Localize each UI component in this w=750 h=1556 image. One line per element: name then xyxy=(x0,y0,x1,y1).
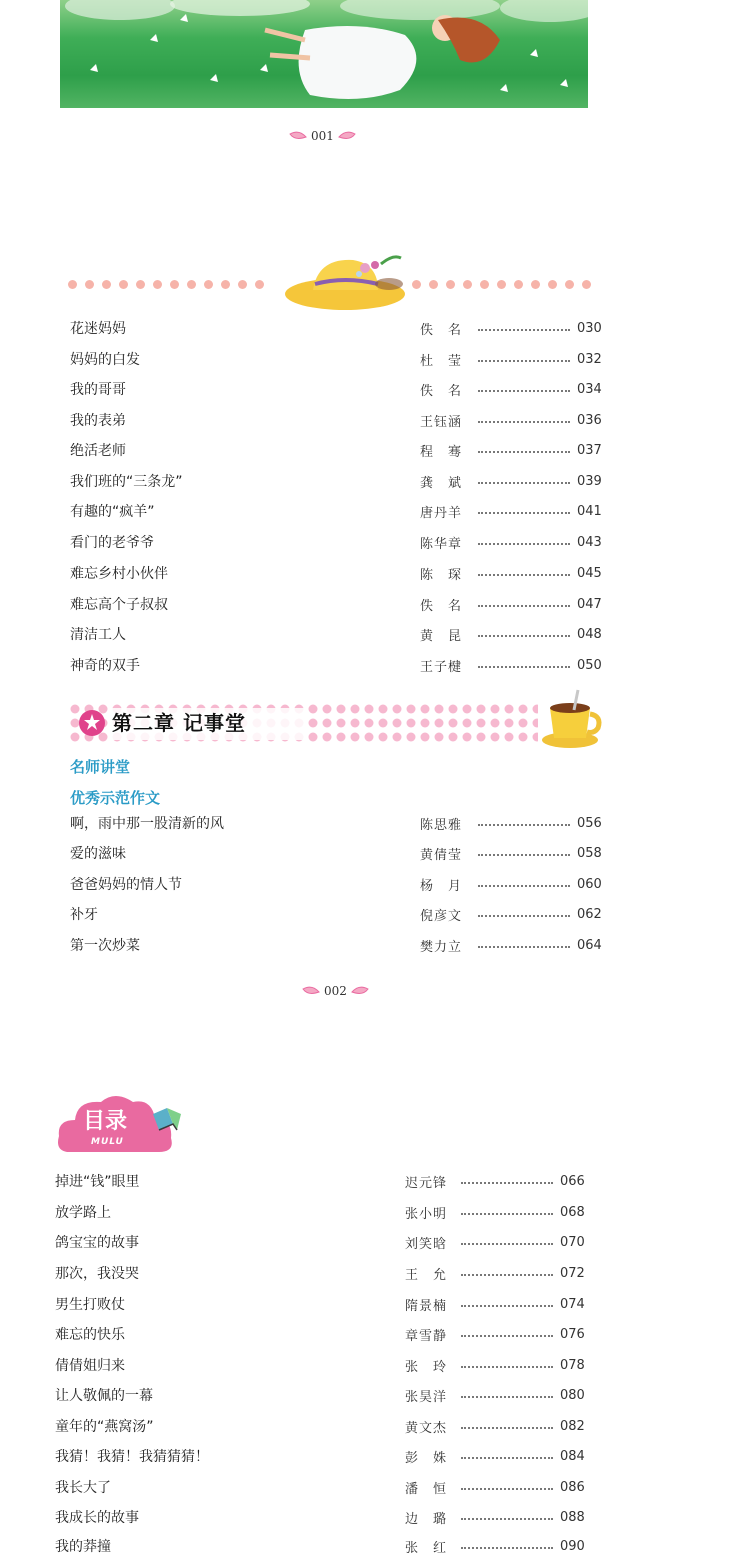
cover-illustration xyxy=(60,0,588,108)
dotted-divider-left xyxy=(68,279,264,289)
toc-entry-title: 妈妈的白发 xyxy=(70,352,140,368)
flower-badge-icon xyxy=(78,709,106,737)
toc-entry[interactable] xyxy=(70,532,610,552)
dot-leader xyxy=(478,605,570,607)
toc-entry-title: 第一次炒菜 xyxy=(70,938,140,954)
toc-entry-author: 陈华章 xyxy=(420,536,463,552)
toc-entry[interactable] xyxy=(55,1385,595,1405)
dot-leader xyxy=(478,543,570,545)
toc-entry[interactable] xyxy=(70,563,610,583)
toc-entry-title: 神奇的双手 xyxy=(70,658,140,674)
dot-leader xyxy=(461,1182,553,1184)
toc-entry-author: 潘 恒 xyxy=(405,1481,448,1497)
toc-entry-author: 张昊洋 xyxy=(405,1389,448,1405)
toc-entry-page: 074 xyxy=(560,1296,585,1312)
toc-entry-author: 边 璐 xyxy=(405,1511,448,1527)
toc-entry-page: 062 xyxy=(577,906,602,922)
toc-entry[interactable] xyxy=(70,904,610,924)
toc-entry-title: 让人敬佩的一幕 xyxy=(55,1388,153,1404)
page-number-2 xyxy=(302,984,369,998)
dot-leader xyxy=(478,451,570,453)
right-wing-icon xyxy=(338,131,356,141)
dot-leader xyxy=(461,1305,553,1307)
toc-entry-author: 章雪静 xyxy=(405,1328,448,1344)
toc-entry-page: 082 xyxy=(560,1418,585,1434)
toc-entry-title: 我猜！我猜！我猜猜猜！ xyxy=(55,1449,209,1465)
toc-entry[interactable] xyxy=(70,843,610,863)
toc-entry[interactable] xyxy=(55,1324,595,1344)
toc-entry-title: 我的表弟 xyxy=(70,413,126,429)
toc-entry[interactable] xyxy=(55,1263,595,1283)
toc-entry-page: 090 xyxy=(560,1538,585,1554)
toc-entry-page: 041 xyxy=(577,503,602,519)
toc-entry-author: 杜 莹 xyxy=(420,353,463,369)
toc-entry-author: 倪彦文 xyxy=(420,908,463,924)
toc-entry-page: 045 xyxy=(577,565,602,581)
left-wing-icon xyxy=(302,986,320,996)
straw-hat-icon xyxy=(283,250,408,314)
toc-entry-page: 076 xyxy=(560,1326,585,1342)
chapter-title: 第二章 记事堂 xyxy=(112,711,246,735)
toc-entry-page: 050 xyxy=(577,657,602,673)
toc-entry[interactable] xyxy=(55,1171,595,1191)
left-wing-icon xyxy=(289,131,307,141)
toc-entry-page: 039 xyxy=(577,473,602,489)
dot-leader xyxy=(478,360,570,362)
toc-entry-author: 隋景楠 xyxy=(405,1298,448,1314)
toc-entry[interactable] xyxy=(70,349,610,369)
dot-leader xyxy=(461,1243,553,1245)
toc-entry-page: 058 xyxy=(577,845,602,861)
dot-leader xyxy=(461,1547,553,1549)
toc-entry[interactable] xyxy=(55,1416,595,1436)
toc-entry-author: 佚 名 xyxy=(420,598,463,614)
toc-entry-page: 066 xyxy=(560,1173,585,1189)
toc-entry-title: 我长大了 xyxy=(55,1480,111,1496)
toc-entry-page: 084 xyxy=(560,1448,585,1464)
toc-entry-title: 男生打败仗 xyxy=(55,1297,125,1313)
toc-entry-page: 048 xyxy=(577,626,602,642)
toc-entry-author: 彭 姝 xyxy=(405,1450,448,1466)
toc-entry-title: 那次，我没哭 xyxy=(55,1266,139,1282)
toc-entry-page: 047 xyxy=(577,596,602,612)
dot-leader xyxy=(461,1427,553,1429)
toc-entry-author: 张 玲 xyxy=(405,1359,448,1375)
contents-title: 目录 xyxy=(83,1109,128,1134)
toc-entry[interactable] xyxy=(70,624,610,644)
toc-entry[interactable] xyxy=(70,440,610,460)
toc-entry-page: 064 xyxy=(577,937,602,953)
toc-entry-page: 043 xyxy=(577,534,602,550)
subheading-teacher-lecture: 名师讲堂 xyxy=(70,758,131,776)
toc-entry-title: 童年的“燕窝汤” xyxy=(55,1419,154,1435)
dot-leader xyxy=(478,574,570,576)
toc-entry-title: 啊，雨中那一股清新的风 xyxy=(70,816,224,832)
toc-entry[interactable] xyxy=(70,874,610,894)
toc-entry-title: 我的哥哥 xyxy=(70,382,126,398)
toc-entry-author: 刘笑晗 xyxy=(405,1236,448,1252)
toc-entry-author: 王 允 xyxy=(405,1267,448,1283)
toc-entry[interactable] xyxy=(70,813,610,833)
toc-entry[interactable] xyxy=(55,1477,595,1497)
dot-leader xyxy=(478,666,570,668)
toc-entry-author: 樊力立 xyxy=(420,939,463,955)
toc-entry[interactable] xyxy=(70,501,610,521)
toc-entry-author: 张 红 xyxy=(405,1540,448,1556)
contents-subtitle: MULU xyxy=(91,1137,124,1147)
toc-entry-author: 龚 斌 xyxy=(420,475,463,491)
toc-entry[interactable] xyxy=(55,1202,595,1222)
toc-entry-title: 清洁工人 xyxy=(70,627,126,643)
toc-entry[interactable] xyxy=(55,1446,595,1466)
toc-entry-page: 080 xyxy=(560,1387,585,1403)
dot-leader xyxy=(478,854,570,856)
toc-entry[interactable] xyxy=(55,1507,595,1527)
toc-entry-title: 放学路上 xyxy=(55,1205,111,1221)
toc-entry-title: 我成长的故事 xyxy=(55,1510,139,1526)
right-wing-icon xyxy=(351,986,369,996)
page-number-text: 001 xyxy=(311,129,334,143)
toc-entry[interactable] xyxy=(55,1355,595,1375)
dot-leader xyxy=(478,512,570,514)
toc-entry-title: 难忘乡村小伙伴 xyxy=(70,566,168,582)
toc-entry[interactable] xyxy=(70,318,610,338)
toc-entry-author: 唐丹羊 xyxy=(420,505,463,521)
toc-entry-author: 佚 名 xyxy=(420,383,463,399)
toc-entry-author: 黄倩莹 xyxy=(420,847,463,863)
toc-entry-page: 086 xyxy=(560,1479,585,1495)
toc-entry-author: 迟元锋 xyxy=(405,1175,448,1191)
toc-entry-title: 我们班的“三条龙” xyxy=(70,474,183,490)
dot-leader xyxy=(461,1457,553,1459)
page-number-text: 002 xyxy=(324,984,347,998)
toc-entry-author: 陈 琛 xyxy=(420,567,463,583)
toc-entry-page: 070 xyxy=(560,1234,585,1250)
toc-entry-page: 088 xyxy=(560,1509,585,1525)
toc-entry-page: 036 xyxy=(577,412,602,428)
toc-entry-title: 倩倩姐归来 xyxy=(55,1358,125,1374)
toc-entry[interactable] xyxy=(70,379,610,399)
toc-entry[interactable] xyxy=(55,1294,595,1314)
toc-entry-page: 078 xyxy=(560,1357,585,1373)
subheading-model-essays: 优秀示范作文 xyxy=(70,789,161,807)
toc-entry-title: 花迷妈妈 xyxy=(70,321,126,337)
toc-entry-page: 037 xyxy=(577,442,602,458)
toc-entry-title: 难忘的快乐 xyxy=(55,1327,125,1343)
toc-entry[interactable] xyxy=(70,410,610,430)
dot-leader xyxy=(478,824,570,826)
dot-leader xyxy=(478,329,570,331)
dot-leader xyxy=(461,1274,553,1276)
dot-leader xyxy=(478,390,570,392)
toc-entry-title: 我的莽撞 xyxy=(55,1539,111,1555)
dot-leader xyxy=(478,421,570,423)
toc-entry-title: 看门的老爷爷 xyxy=(70,535,154,551)
coffee-cup-icon xyxy=(540,688,606,750)
dot-leader xyxy=(461,1366,553,1368)
toc-entry-author: 张小明 xyxy=(405,1206,448,1222)
dot-leader xyxy=(461,1518,553,1520)
toc-entry-title: 掉进“钱”眼里 xyxy=(55,1174,140,1190)
toc-entry-author: 黄 昆 xyxy=(420,628,463,644)
page-number-1 xyxy=(289,129,356,143)
toc-entry[interactable] xyxy=(55,1536,595,1556)
dot-leader xyxy=(461,1335,553,1337)
dot-leader xyxy=(461,1213,553,1215)
toc-entry-page: 032 xyxy=(577,351,602,367)
toc-entry-title: 难忘高个子叔叔 xyxy=(70,597,168,613)
dot-leader xyxy=(461,1488,553,1490)
toc-entry[interactable] xyxy=(70,471,610,491)
toc-entry-page: 056 xyxy=(577,815,602,831)
toc-entry-page: 060 xyxy=(577,876,602,892)
toc-entry[interactable] xyxy=(55,1232,595,1252)
toc-entry-title: 爸爸妈妈的情人节 xyxy=(70,877,182,893)
dot-leader xyxy=(461,1396,553,1398)
toc-entry-author: 王子楗 xyxy=(420,659,463,675)
dot-leader xyxy=(478,482,570,484)
toc-entry-author: 程 骞 xyxy=(420,444,463,460)
toc-entry-author: 王钰涵 xyxy=(420,414,463,430)
toc-entry-title: 绝活老师 xyxy=(70,443,126,459)
toc-entry-author: 黄文杰 xyxy=(405,1420,448,1436)
dot-leader xyxy=(478,635,570,637)
toc-entry-title: 有趣的“疯羊” xyxy=(70,504,155,520)
dot-leader xyxy=(478,946,570,948)
toc-entry-title: 爱的滋味 xyxy=(70,846,126,862)
toc-entry-page: 030 xyxy=(577,320,602,336)
toc-entry-author: 杨 月 xyxy=(420,878,463,894)
toc-entry[interactable] xyxy=(70,935,610,955)
toc-entry-author: 陈思雅 xyxy=(420,817,463,833)
toc-entry-author: 佚 名 xyxy=(420,322,463,338)
toc-entry-page: 068 xyxy=(560,1204,585,1220)
toc-entry-page: 034 xyxy=(577,381,602,397)
toc-entry[interactable] xyxy=(70,655,610,675)
toc-entry-page: 072 xyxy=(560,1265,585,1281)
dotted-divider-right xyxy=(412,279,591,289)
dot-leader xyxy=(478,885,570,887)
toc-entry[interactable] xyxy=(70,594,610,614)
dot-leader xyxy=(478,915,570,917)
toc-entry-title: 鸽宝宝的故事 xyxy=(55,1235,139,1251)
toc-entry-title: 补牙 xyxy=(70,907,98,923)
